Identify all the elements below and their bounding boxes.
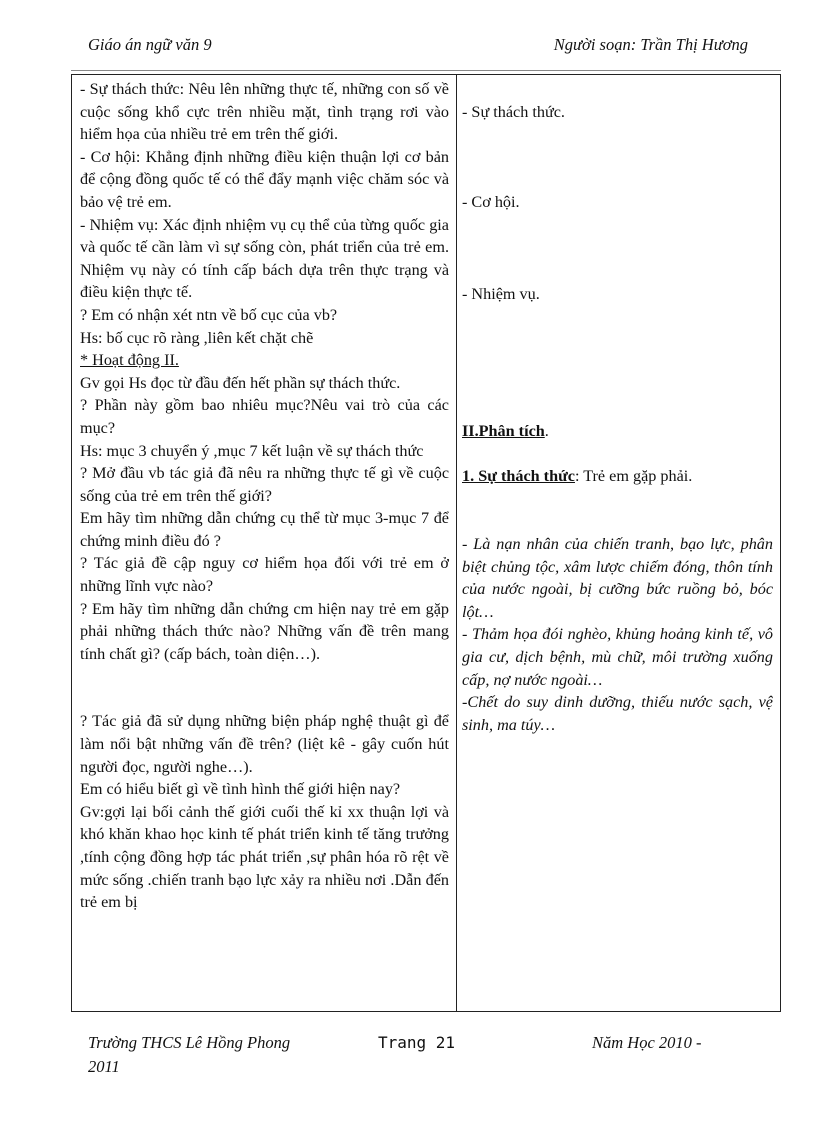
subsection-text: : Trẻ em gặp phải. <box>574 467 693 485</box>
header-subject: Giáo án ngữ văn 9 <box>88 35 212 54</box>
list-item: - Thảm họa đói nghèo, khủng hoảng kinh tế, vô gia cư, dịch bệnh, mù chữ, môi trường xuống cấp, nợ nước ngoài… <box>462 625 773 689</box>
page-header <box>88 33 748 57</box>
list-item: - Là nạn nhân của chiến tranh, bạo lực, phân biệt chủng tộc, xâm lược chiếm đóng, thôn tính của nước ngoài, bị cưỡng bức ruồng bỏ, bóc lột… <box>462 535 773 621</box>
footer-page-number: Trang 21 <box>378 1033 456 1052</box>
lesson-table <box>71 74 781 1012</box>
paragraph: Gv:gợi lại bối cảnh thế giới cuối thế kỉ xx thuận lợi và khó khăn khao học kinh tế phát triển kinh tế tăng trưởng ,tính cộng đồng hợp tác phát triển ,sự phân hóa rõ rệt về mức sống .chiến tranh bạo lực xảy ra nhiều nơi .Dẫn đến trẻ em bị <box>80 802 449 912</box>
paragraph: ? Em hãy tìm những dẫn chứng cm hiện nay trẻ em gặp phải những thách thức nào? Những vấn đề trên mang tính chất gì? (cấp bách, toàn diện…). <box>80 599 449 663</box>
outline-item-challenge: - Sự thách thức. <box>462 103 565 121</box>
footer-school-year: Năm Học 2010 - <box>592 1033 702 1052</box>
subsection-title: 1. Sự thách thức <box>462 467 575 485</box>
paragraph: - Cơ hội: Khẳng định những điều kiện thuận lợi cơ bản để cộng đồng quốc tế có thể đẩy mạnh việc chăm sóc và bảo vệ trẻ em. <box>80 147 449 211</box>
activity-heading: * Hoạt động II. <box>80 351 179 370</box>
list-item: -Chết do suy dinh dưỡng, thiếu nước sạch, vệ sinh, ma túy… <box>462 693 773 734</box>
section-heading: II.Phân tích. <box>462 422 549 440</box>
paragraph: ? Tác giả đề cập nguy cơ hiểm họa đối với trẻ em ở những lĩnh vực nào? <box>80 554 449 596</box>
column-divider <box>456 75 457 1011</box>
section-title: II.Phân tích <box>462 422 545 440</box>
outline-item-opportunity: - Cơ hội. <box>462 193 520 211</box>
paragraph: ? Phần này gồm bao nhiêu mục?Nêu vai trò của các mục? <box>80 396 449 437</box>
paragraph: Hs: bố cục rõ ràng ,liên kết chặt chẽ <box>80 328 314 347</box>
paragraph: - Nhiệm vụ: Xác định nhiệm vụ cụ thể của từng quốc gia và quốc tế cần làm vì sự sống còn, phát triển của trẻ em. Nhiệm vụ này có tính cấp bách dựa trên thực trạng và điều kiện thực tế. <box>80 215 449 302</box>
subsection-heading <box>462 465 773 488</box>
header-author: Người soạn: Trần Thị Hương <box>553 35 748 54</box>
paragraph: Em có hiểu biết gì về tình hình thế giới hiện nay? <box>80 780 401 799</box>
outline-item-task: - Nhiệm vụ. <box>462 285 540 303</box>
teacher-activity-column <box>80 78 449 914</box>
header-rule <box>71 70 781 71</box>
paragraph: Hs: mục 3 chuyển ý ,mục 7 kết luận về sự thách thức <box>80 441 424 460</box>
paragraph: Gv gọi Hs đọc từ đầu đến hết phần sự thách thức. <box>80 373 401 392</box>
footer-year-end: 2011 <box>88 1057 120 1076</box>
challenge-list <box>462 533 773 736</box>
footer-school: Trường THCS Lê Hồng Phong <box>88 1033 291 1052</box>
blank-space <box>80 665 449 710</box>
paragraph: Em hãy tìm những dẫn chứng cụ thể từ mục 3-mục 7 để chứng minh điều đó ? <box>80 509 449 550</box>
paragraph: ? Em có nhận xét ntn về bố cục của vb? <box>80 305 338 324</box>
paragraph: ? Tác giả đã sử dụng những biện pháp nghệ thuật gì để làm nổi bật những vấn đề trên? (liệt kê - gây cuốn hút người đọc, người nghe…). <box>80 712 449 776</box>
paragraph: ? Mở đầu vb tác giả đã nêu ra những thực tế gì về cuộc sống của trẻ em trên thế giới? <box>80 464 449 505</box>
paragraph: - Sự thách thức: Nêu lên những thực tế, những con số về cuộc sống khổ cực trên nhiều mặt, tình trạng rơi vào hiểm họa của nhiều trẻ em trên thế giới. <box>80 80 449 144</box>
